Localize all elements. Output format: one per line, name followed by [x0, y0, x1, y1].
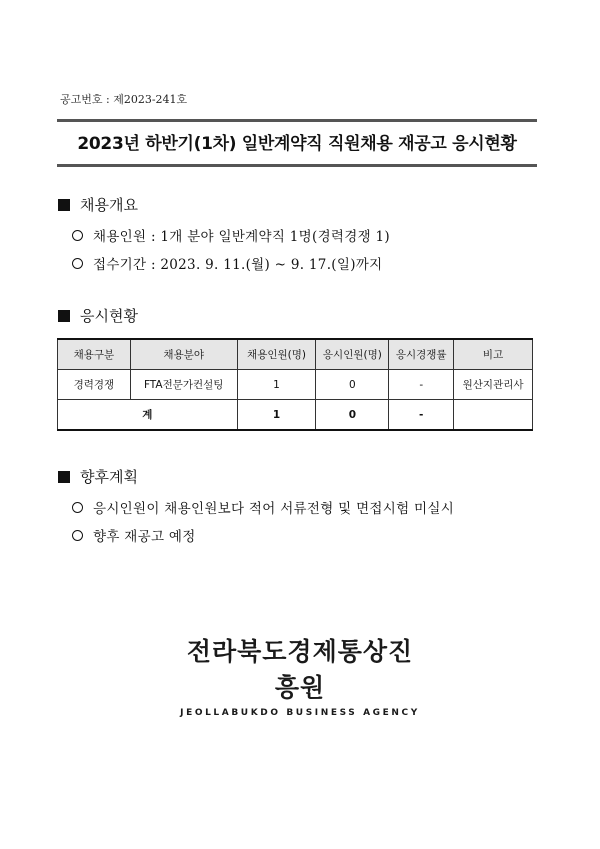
- column-header: 채용인원(명): [237, 339, 316, 370]
- notice-number: 공고번호 : 제2023-241호: [60, 93, 188, 106]
- table-cell: 경력경쟁: [58, 370, 131, 400]
- bullet-text: 채용인원 : 1개 분야 일반계약직 1명(경력경쟁 1): [93, 229, 390, 245]
- square-bullet-icon: [58, 199, 70, 211]
- section-heading-text: 채용개요: [80, 196, 138, 214]
- column-header: 응시인원(명): [316, 339, 389, 370]
- total-label: 계: [58, 400, 238, 431]
- table-cell: FTA전문가컨설팅: [130, 370, 237, 400]
- column-header: 응시경쟁률: [389, 339, 454, 370]
- table-cell: -: [389, 370, 454, 400]
- circle-bullet-icon: [72, 502, 83, 513]
- list-item: [72, 497, 454, 517]
- logo-korean: 전라북도경제통상진흥원: [186, 637, 414, 702]
- table-total-row: [58, 400, 533, 431]
- total-applied: 0: [316, 400, 389, 431]
- column-header: 채용구분: [58, 339, 131, 370]
- table-cell: 원산지관리사: [454, 370, 533, 400]
- square-bullet-icon: [58, 471, 70, 483]
- page-title: 2023년 하반기(1차) 일반계약직 직원채용 재공고 응시현황: [77, 134, 517, 154]
- table-cell: 0: [316, 370, 389, 400]
- section-heading-overview: [58, 194, 138, 215]
- agency-logo: [180, 632, 420, 718]
- square-bullet-icon: [58, 310, 70, 322]
- application-status-table: [57, 338, 533, 431]
- list-item: [72, 225, 390, 245]
- section-heading-text: 향후계획: [80, 468, 138, 486]
- bullet-text: 접수기간 : 2023. 9. 11.(월) ~ 9. 17.(일)까지: [93, 257, 383, 273]
- list-item: [72, 525, 196, 545]
- column-header: 비고: [454, 339, 533, 370]
- logo-english: JEOLLABUKDO BUSINESS AGENCY: [180, 708, 420, 718]
- column-header: 채용분야: [130, 339, 237, 370]
- circle-bullet-icon: [72, 230, 83, 241]
- total-ratio: -: [389, 400, 454, 431]
- circle-bullet-icon: [72, 530, 83, 541]
- table-row: [58, 370, 533, 400]
- table-cell: 1: [237, 370, 316, 400]
- section-heading-text: 응시현황: [80, 307, 138, 325]
- table-header-row: [58, 339, 533, 370]
- section-heading-status: [58, 305, 138, 326]
- bullet-text: 응시인원이 채용인원보다 적어 서류전형 및 면접시험 미실시: [93, 501, 455, 517]
- total-hired: 1: [237, 400, 316, 431]
- section-heading-plan: [58, 466, 138, 487]
- circle-bullet-icon: [72, 258, 83, 269]
- title-top-rule: [57, 119, 537, 122]
- title-bottom-rule: [57, 164, 537, 167]
- list-item: [72, 253, 382, 273]
- table-cell: [454, 400, 533, 431]
- bullet-text: 향후 재공고 예정: [93, 529, 196, 545]
